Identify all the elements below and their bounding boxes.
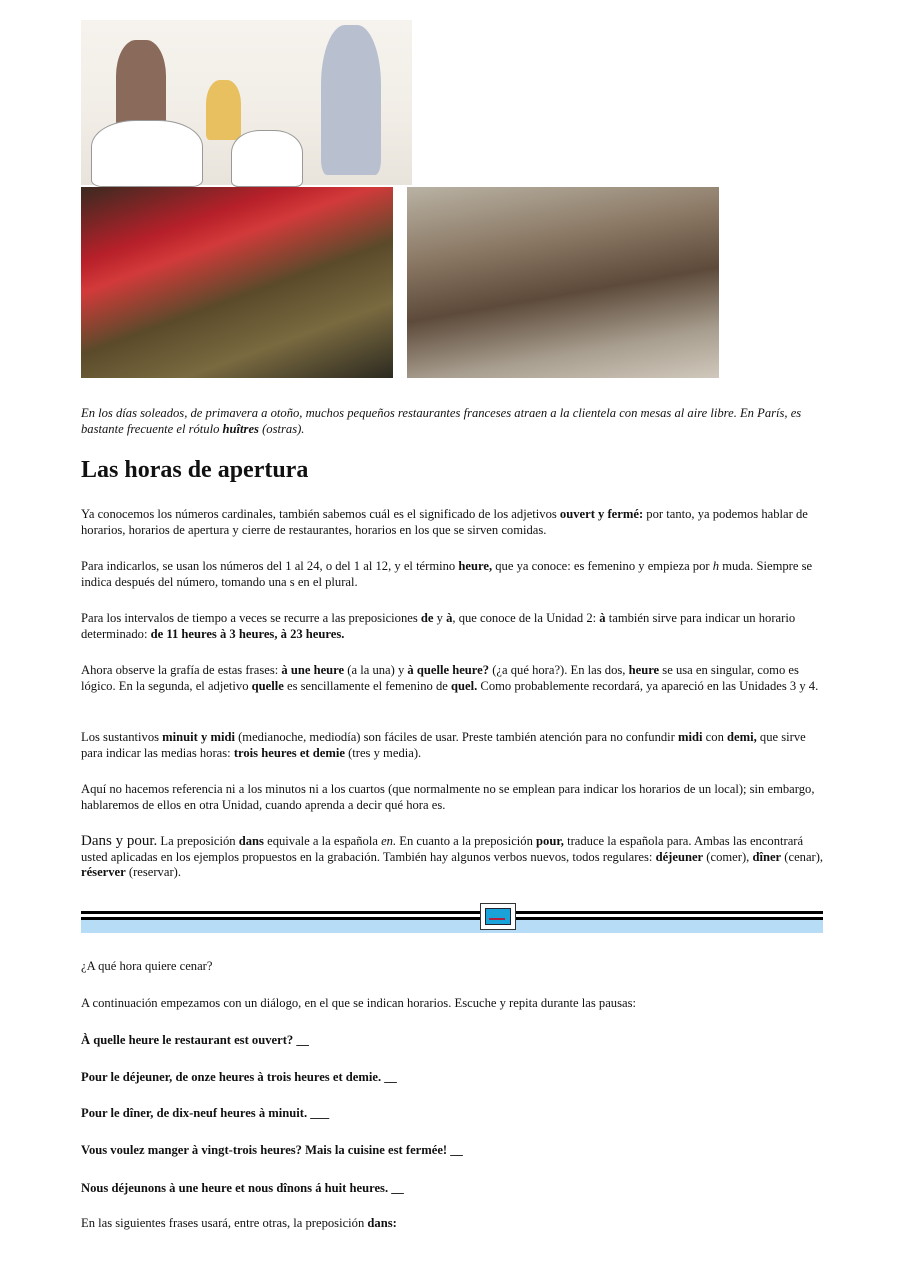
- exercise-outro: [81, 1216, 826, 1232]
- image-caption: [81, 406, 826, 437]
- text-run: En las siguientes frases usará, entre otras, la preposición: [81, 1216, 368, 1230]
- paragraph: [81, 782, 826, 813]
- exercise-title: ¿A qué hora quiere cenar?: [81, 959, 213, 973]
- paragraph: [81, 730, 826, 761]
- bold-term: minuit y midi: [162, 730, 235, 744]
- bold-term: à une heure: [281, 663, 345, 677]
- text-run: Ahora observe la grafía de estas frases:: [81, 663, 282, 677]
- bold-term: heure: [628, 663, 660, 677]
- bold-term: à quelle heure?: [407, 663, 490, 677]
- dialogue-line: Nous déjeunons à une heure et nous dînons á huit heures. __: [81, 1181, 404, 1195]
- bold-term: midi: [678, 730, 703, 744]
- dialogue-line: À quelle heure le restaurant est ouvert? __: [81, 1033, 309, 1047]
- bold-term: à: [599, 611, 606, 625]
- text-run: y: [433, 611, 447, 625]
- paragraph: [81, 611, 826, 642]
- exercise-intro: A continuación empezamos con un diálogo, en el que se indican horarios. Escuche y repita durante las pausas:: [81, 996, 636, 1010]
- outdoor-cafe-photo: [407, 187, 719, 378]
- text-run: también sirve para indicar un horario determinado:: [81, 611, 796, 641]
- waiter-cartoon-illustration: [81, 20, 412, 185]
- bold-term: demi,: [727, 730, 757, 744]
- text-run: que sirve para indicar las medias horas:: [81, 730, 806, 760]
- bold-term: de: [420, 611, 434, 625]
- bold-term: heure,: [458, 559, 493, 573]
- bold-term: quelle: [251, 678, 284, 693]
- bold-term: dans:: [367, 1216, 397, 1230]
- audio-player-icon[interactable]: [480, 903, 516, 930]
- bold-term: trois heures et demie: [233, 745, 345, 760]
- bold-term: quel.: [451, 678, 478, 693]
- text-run: (tres y media).: [344, 745, 422, 760]
- text-run: (¿a qué hora?). En las dos,: [489, 663, 629, 677]
- text-run: que ya conoce: es femenino y empieza por: [492, 559, 713, 573]
- text-run: (ostras).: [258, 421, 305, 436]
- restaurant-terrace-photo: [81, 187, 393, 378]
- text-run: es sencillamente el femenino de: [283, 678, 452, 693]
- text-run: En cuanto a la preposición: [396, 834, 537, 848]
- text-run: Aquí no hacemos referencia ni a los minutos ni a los cuartos (que normalmente no se emplean para indicar los horarios de un local); sin embargo, hablaremos de ellos en otra Unidad, cuando aprenda a decir qué hora es.: [81, 782, 815, 812]
- paragraph: [81, 507, 826, 538]
- dialogue-line: Vous voulez manger à vingt-trois heures? Mais la cuisine est fermée! __: [81, 1143, 463, 1157]
- paragraph: [81, 559, 826, 590]
- text-run: (cenar),: [781, 849, 824, 864]
- text-run: traduce la española para. Ambas las encontrará usted aplicadas en los ejemplos propuestos en la grabación. También hay algunos verbos nuevos, todos regulares:: [81, 834, 804, 864]
- section-heading: Las horas de apertura: [81, 457, 309, 483]
- bold-term: déjeuner: [655, 849, 704, 864]
- dialogue-line: Pour le déjeuner, de onze heures à trois heures et demie. __: [81, 1070, 397, 1084]
- text-run: con: [702, 730, 728, 744]
- text-run: (medianoche, mediodía) son fáciles de usar. Preste también atención para no confundir: [234, 730, 679, 744]
- paragraph: [81, 663, 826, 694]
- bold-term: huîtres: [222, 421, 259, 436]
- italic-term: en.: [381, 834, 397, 848]
- text-run: (reservar).: [125, 865, 181, 879]
- bold-term: pour,: [536, 834, 564, 848]
- bold-term: réserver: [81, 865, 126, 879]
- dialogue-line: Pour le dîner, de dix-neuf heures à minuit. ___: [81, 1106, 330, 1120]
- text-run: se usa en singular, como es lógico. En la segunda, el adjetivo: [81, 663, 799, 693]
- text-run: Como probablemente recordará, ya apareció en las Unidades 3 y 4.: [477, 678, 819, 693]
- bold-term: dîner: [752, 849, 782, 864]
- text-run: por tanto, ya podemos hablar de horarios, horarios de apertura y cierre de restaurantes, horarios en los que se sirven comidas.: [81, 507, 808, 537]
- bold-term: à: [446, 611, 453, 625]
- italic-term: h: [712, 559, 720, 573]
- section-separator: [81, 905, 823, 934]
- text-run: Para los intervalos de tiempo a veces se recurre a las preposiciones: [81, 611, 421, 625]
- text-run: En los días soleados, de primavera a otoño, muchos pequeños restaurantes franceses atraen a la clientela con mesas al aire libre. En París, es bastante frecuente el rótulo: [81, 406, 802, 436]
- bold-term: de 11 heures à 3 heures, à 23 heures.: [150, 626, 345, 641]
- text-run: La preposición: [157, 834, 239, 848]
- bold-term: ouvert y fermé:: [559, 507, 644, 521]
- text-run: Ya conocemos los números cardinales, también sabemos cuál es el significado de los adjetivos: [81, 507, 560, 521]
- text-run: Los sustantivos: [81, 730, 163, 744]
- text-run: , que conoce de la Unidad 2:: [452, 611, 600, 625]
- text-run: muda. Siempre se indica después del número, tomando una s en el plural.: [81, 559, 813, 589]
- subheading-text: Dans y pour.: [81, 833, 158, 849]
- text-run: equivale a la española: [263, 834, 382, 848]
- text-run: (a la una) y: [344, 663, 408, 677]
- text-run: (comer),: [703, 849, 753, 864]
- bold-term: dans: [238, 834, 264, 848]
- text-run: Para indicarlos, se usan los números del 1 al 24, o del 1 al 12, y el término: [81, 559, 459, 573]
- paragraph: [81, 834, 826, 881]
